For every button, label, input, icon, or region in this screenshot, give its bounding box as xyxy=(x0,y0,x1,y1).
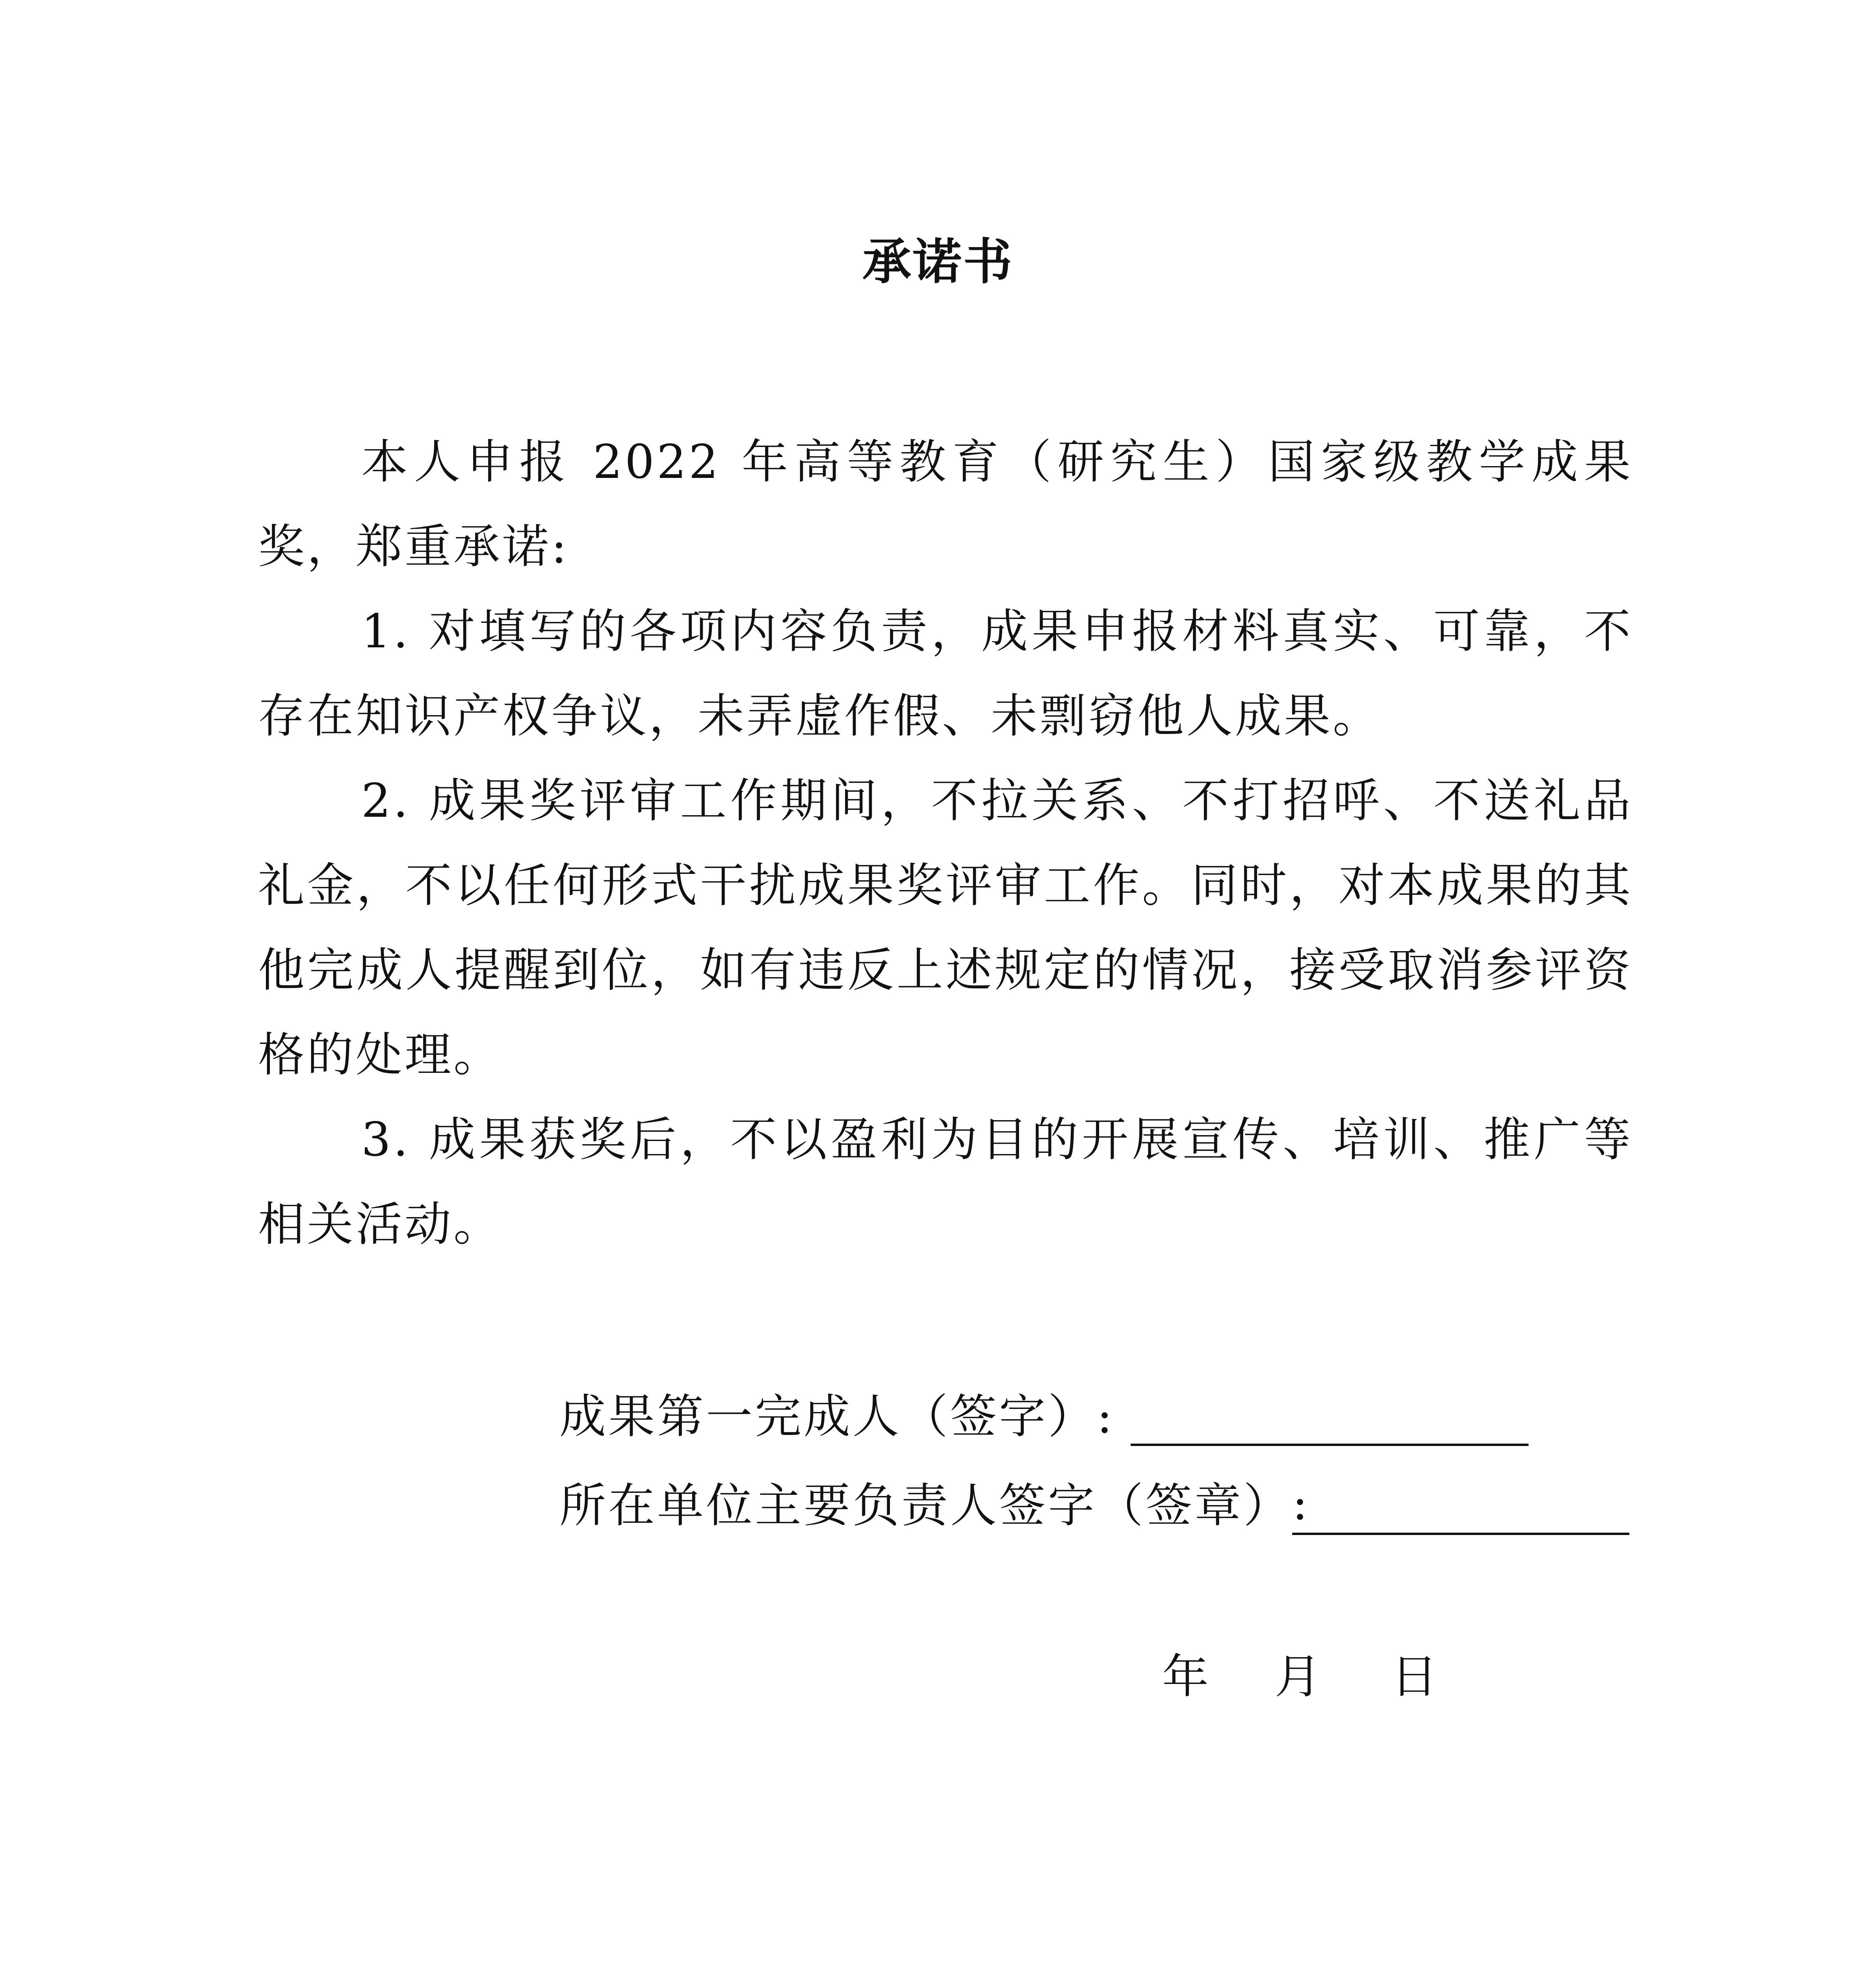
commitment-item-2: 2. 成果奖评审工作期间，不拉关系、不打招呼、不送礼品礼金，不以任何形式干扰成果奖评审工作。同时，对本成果的其他完成人提醒到位，如有违反上述规定的情况，接受取消参评资格的处理。 xyxy=(258,773,1633,1082)
page-title: 承诺书 xyxy=(862,234,1014,290)
commitment-item-1: 1. 对填写的各项内容负责，成果申报材料真实、可靠，不存在知识产权争议，未弄虚作假、未剽窃他人成果。 xyxy=(258,604,1633,743)
date-month-label: 月 xyxy=(1274,1649,1321,1704)
first-completer-signature-line[interactable] xyxy=(1131,1396,1529,1446)
intro-paragraph: 本人申报 2022 年高等教育（研究生）国家级教学成果奖，郑重承诺: xyxy=(258,435,1633,574)
unit-leader-signature-line[interactable] xyxy=(1310,1485,1629,1535)
commitment-body xyxy=(258,420,1633,1267)
unit-leader-colon: : xyxy=(1292,1474,1310,1535)
unit-leader-signature-row xyxy=(559,1474,1629,1535)
date-day-label: 日 xyxy=(1391,1649,1438,1704)
commitment-item-3: 3. 成果获奖后，不以盈利为目的开展宣传、培训、推广等相关活动。 xyxy=(258,1112,1633,1251)
unit-leader-label: 所在单位主要负责人签字（签章） xyxy=(559,1478,1293,1533)
date-year-label: 年 xyxy=(1162,1649,1209,1704)
first-completer-label: 成果第一完成人（签字）: xyxy=(559,1389,1115,1444)
first-completer-signature-row xyxy=(559,1387,1529,1446)
date-row xyxy=(1162,1647,1438,1706)
